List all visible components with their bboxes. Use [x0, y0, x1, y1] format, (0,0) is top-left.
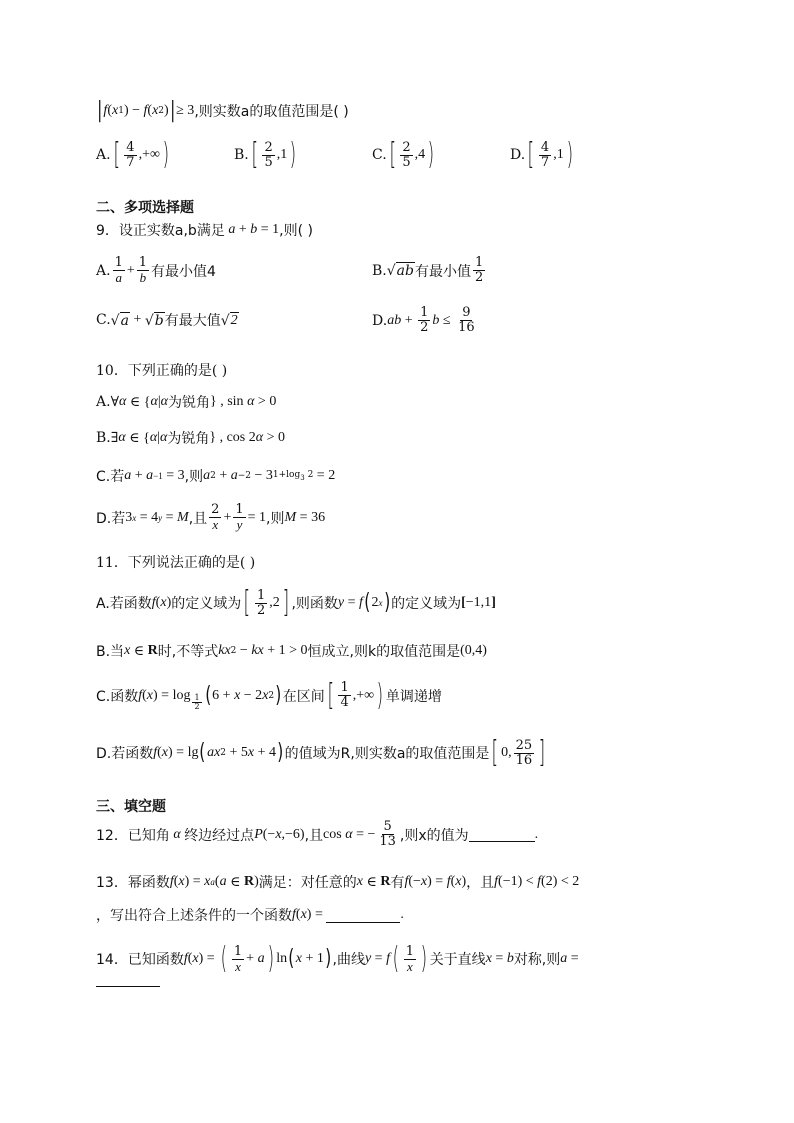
q11-option-b[interactable]: B.当 x ∈ R 时,不等式 kx 2 − kx + 1 > 0 恒成立,则k的取值范围是 (0,4): [96, 643, 487, 660]
q14-answer-blank[interactable]: [96, 972, 160, 987]
q12-answer-blank[interactable]: [469, 827, 535, 842]
q14-stem: 14．已知函数 f ( x ) = ( $\frac{1}{x}$ + a ) ln ( x + 1 ) ,曲线 y = f ( $\frac{1}{x}$ ) 关于直线 x = b 对称,则 a =: [96, 941, 579, 976]
q11-option-a[interactable]: A.若函数 f ( x ) 的定义域为 [ $\frac{1}{2}$ ,2 ] ,则函数 y = f ( 2 x ) 的定义域为 [ −1,1 ]: [96, 585, 496, 620]
q9-option-b[interactable]: B. √ ab 有最小值 $\frac{1}{2}$: [372, 255, 484, 285]
section-heading-fill-in: 三、填空题: [96, 799, 166, 815]
q8-stem: | f ( x 1 ) − f ( x 2 ) | ≥ 3 ,则实数a的取值范围是( ): [97, 98, 349, 123]
q9-option-a[interactable]: A. $\frac{1}{a}$ + $\frac{1}{b}$ 有最小值4: [96, 255, 216, 285]
q10-option-a[interactable]: A. ∀ α ∈ { α | α 为锐角 } , sin α > 0: [96, 394, 277, 411]
q11-option-c[interactable]: C.函数 f ( x ) = log $\frac{1}{2}$ ( 6 + x − 2 x 2 ) 在区间 [ $\frac{1}{4}$ ,+∞ ) 单调递增: [96, 677, 442, 713]
q14-answer-line: [96, 972, 160, 987]
q12-stem: 12．已知角 α 终边经过点 P (− x ,−6) ,且 cos α = − $\frac{5}{13}$ ,则x的值为 .: [96, 819, 539, 849]
q9-option-c[interactable]: C. √ a + √ b 有最大值 √ 2: [96, 312, 238, 329]
q13-stem-line1: 13．幂函数 f ( x ) = x a ( a ∈ R ) 满足：对任意的 x ∈ R 有 f (− x ) = f ( x ) ，且 f (−1) < f (2) < 2: [96, 874, 580, 891]
q10-option-d[interactable]: D.若 3 x = 4 y = M ,且 $\frac{2}{x}$ + $\frac{1}{y}$ = 1 ,则 M = 36: [96, 502, 326, 532]
q13-answer-blank[interactable]: [326, 908, 400, 923]
q8-option-c[interactable]: C. [ $\frac{2}{5}$ ,4 ): [372, 137, 435, 172]
q10-stem: 10．下列正确的是( ): [96, 363, 228, 379]
q9-stem: 9．设正实数a,b满足 a + b = 1 ,则( ): [96, 222, 313, 239]
q8-option-a[interactable]: A. [ $\frac{4}{7}$ ,+∞ ): [96, 137, 170, 172]
q11-option-d[interactable]: D.若函数 f ( x ) = lg ( ax 2 + 5 x + 4 ) 的值域为R,则实数a的取值范围是 [ 0, $\frac{25}{16}$ ]: [96, 735, 546, 770]
q11-stem: 11．下列说法正确的是( ): [96, 555, 256, 571]
q10-option-c[interactable]: C.若 a + a −1 = 3 ,则 a 2 + a −2 − 3 $1+\log_3$ 2 = 2: [96, 468, 336, 485]
q13-stem-line2: ，写出符合上述条件的一个函数 f ( x ) = .: [96, 907, 404, 924]
q8-option-d[interactable]: D. [ $\frac{4}{7}$ ,1 ): [510, 137, 573, 172]
q10-option-b[interactable]: B. ∃ α ∈ { α | α 为锐角 } , cos 2 α > 0: [96, 430, 285, 447]
section-heading-multiple-choice: 二、多项选择题: [96, 200, 194, 216]
q9-option-d[interactable]: D. ab + $\frac{1}{2}$ b ≤ $\frac{9}{16}$: [372, 305, 475, 335]
q8-option-b[interactable]: B. [ $\frac{2}{5}$ ,1 ): [234, 137, 297, 172]
